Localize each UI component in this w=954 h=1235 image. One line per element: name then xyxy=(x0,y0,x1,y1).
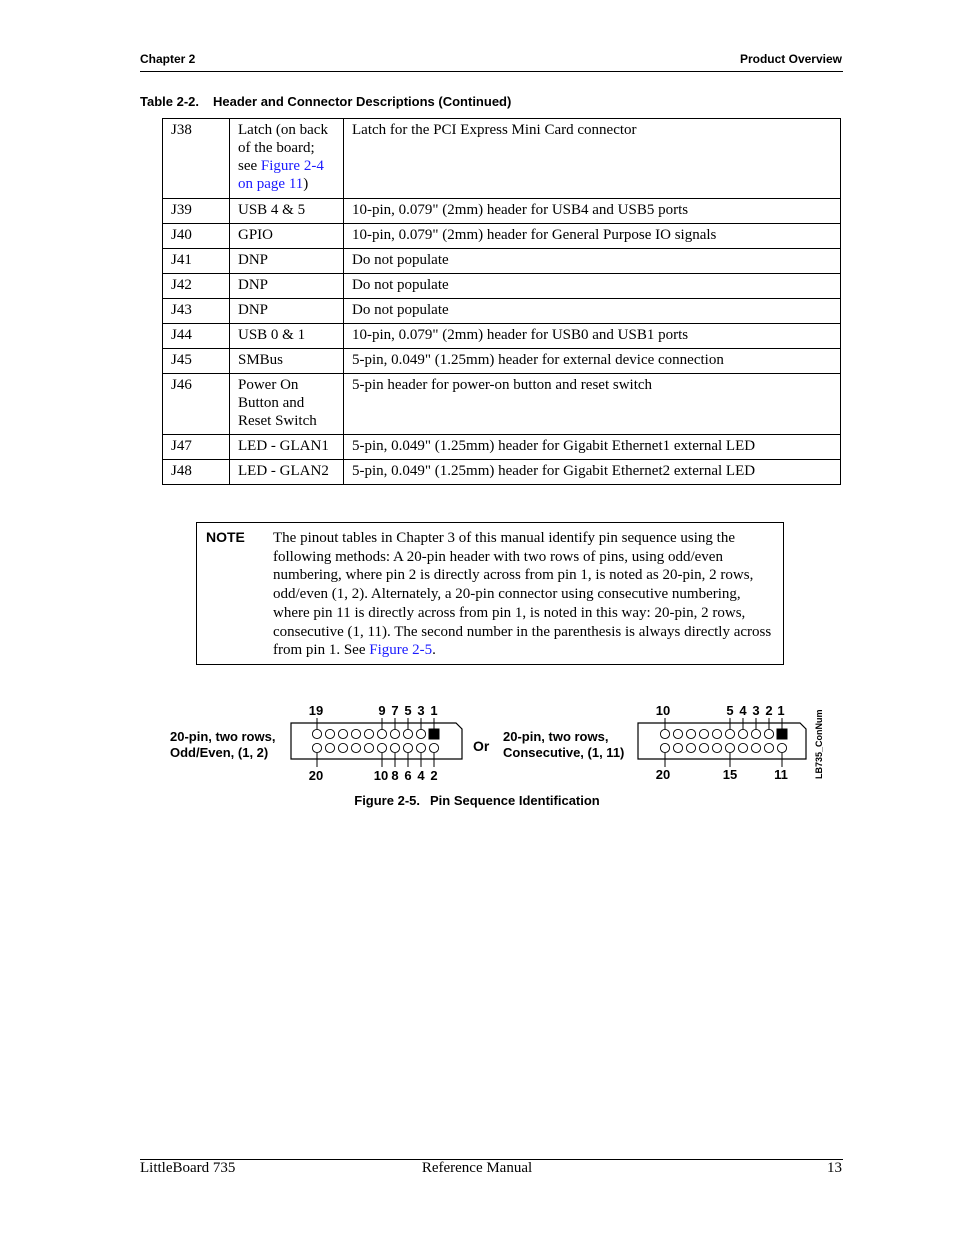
table-row xyxy=(163,274,841,299)
pin-circle xyxy=(764,743,773,752)
footer-document: Reference Manual xyxy=(421,1160,533,1176)
connector-name-prefix: Latch (on back of the board; see xyxy=(238,122,328,174)
pin-label: 3 xyxy=(752,703,760,718)
figure-caption-title: Pin Sequence Identification xyxy=(430,793,600,808)
pin-1-square xyxy=(429,729,440,740)
pin-circle xyxy=(351,729,360,738)
pin-circle xyxy=(325,729,334,738)
connector-id: J44 xyxy=(163,324,230,349)
connector-description: 5-pin header for power-on button and reset switch xyxy=(344,374,841,435)
pin-label: 10 xyxy=(373,768,389,783)
connector-name: Power On Button and Reset Switch xyxy=(230,374,344,435)
footer-product: LittleBoard 735 xyxy=(140,1160,236,1176)
figure-2-4-link[interactable]: Figure 2-4 on page 11 xyxy=(238,158,324,192)
connector-name: DNP xyxy=(230,274,344,299)
connector-description: Do not populate xyxy=(344,249,841,274)
connector-id: J45 xyxy=(163,349,230,374)
running-header-section: Product Overview xyxy=(739,52,842,66)
pin-circle xyxy=(390,743,399,752)
figure-caption-number: Figure 2-5. xyxy=(354,793,420,808)
connector-description: 5-pin, 0.049" (1.25mm) header for Gigabit Ethernet2 external LED xyxy=(344,460,841,485)
connector-name: SMBus xyxy=(230,349,344,374)
connector-description: 10-pin, 0.079" (2mm) header for General Purpose IO signals xyxy=(344,224,841,249)
table-row xyxy=(163,119,841,199)
pin-circle xyxy=(751,729,760,738)
pin-circle xyxy=(764,729,773,738)
connector-table xyxy=(162,118,841,485)
connector-name: DNP xyxy=(230,249,344,274)
connector-id: J48 xyxy=(163,460,230,485)
pin-label: 11 xyxy=(774,767,788,782)
figure-caption xyxy=(0,793,954,808)
connector-id: J40 xyxy=(163,224,230,249)
right-connector-pin-labels xyxy=(656,703,788,782)
pin-circle xyxy=(712,729,721,738)
table-row xyxy=(163,199,841,224)
pin-circle xyxy=(338,743,347,752)
pin-circle xyxy=(325,743,334,752)
connector-name: USB 4 & 5 xyxy=(230,199,344,224)
note-label: NOTE xyxy=(206,529,245,545)
connector-name: USB 0 & 1 xyxy=(230,324,344,349)
connector-name: LED - GLAN1 xyxy=(230,435,344,460)
note-box xyxy=(196,522,784,665)
pin-circle xyxy=(725,743,734,752)
right-connector-leader-lines xyxy=(665,718,782,767)
pin-label: 4 xyxy=(417,768,425,783)
pin-label: 9 xyxy=(378,703,386,718)
pin-circle xyxy=(377,729,386,738)
table-row xyxy=(163,324,841,349)
pin-label: 19 xyxy=(308,703,324,718)
pin-label: 7 xyxy=(391,703,399,718)
table-row xyxy=(163,249,841,274)
connector-id: J39 xyxy=(163,199,230,224)
connector-description: Do not populate xyxy=(344,299,841,324)
pin-label: 1 xyxy=(777,703,785,718)
pin-circle xyxy=(403,729,412,738)
connector-description: 5-pin, 0.049" (1.25mm) header for Gigabit Ethernet1 external LED xyxy=(344,435,841,460)
pin-circle xyxy=(390,729,399,738)
pin-circle xyxy=(312,743,321,752)
pin-circle xyxy=(673,743,682,752)
connector-description: 10-pin, 0.079" (2mm) header for USB4 and USB5 ports xyxy=(344,199,841,224)
figure-2-5-link[interactable]: Figure 2-5 xyxy=(369,642,433,659)
pin-circle xyxy=(725,729,734,738)
connector-description: 5-pin, 0.049" (1.25mm) header for external device connection xyxy=(344,349,841,374)
connector-id: J42 xyxy=(163,274,230,299)
left-connector-label-line1: 20-pin, two rows, xyxy=(170,729,276,744)
pin-circle xyxy=(338,729,347,738)
connector-id: J43 xyxy=(163,299,230,324)
pin-circle xyxy=(751,743,760,752)
pin-label: 5 xyxy=(726,703,734,718)
page-number: 13 xyxy=(827,1160,842,1176)
connector-id: J46 xyxy=(163,374,230,435)
connector-name: DNP xyxy=(230,299,344,324)
pin-circle xyxy=(686,743,695,752)
pin-label: 20 xyxy=(655,767,671,782)
pin-label: 20 xyxy=(308,768,324,783)
pin-label: 2 xyxy=(765,703,773,718)
pin-label: 4 xyxy=(739,703,747,718)
left-connector-pins xyxy=(312,729,439,753)
pin-label: 1 xyxy=(430,703,438,718)
pin-circle xyxy=(777,743,786,752)
pin-circle xyxy=(364,729,373,738)
pin-circle xyxy=(416,729,425,738)
figure-side-code: LB735_ConNum xyxy=(814,709,824,779)
connector-id: J41 xyxy=(163,249,230,274)
right-connector-pins xyxy=(660,729,787,753)
pin-circle xyxy=(660,743,669,752)
right-connector-label-line2: Consecutive, (1, 11) xyxy=(503,745,625,760)
pin-circle xyxy=(660,729,669,738)
pin-circle xyxy=(699,729,708,738)
pin-label: 6 xyxy=(404,768,412,783)
right-connector-label-line1: 20-pin, two rows, xyxy=(503,729,609,744)
pin-label: 2 xyxy=(430,768,438,783)
right-connector-outline xyxy=(638,723,806,759)
connector-name: LED - GLAN2 xyxy=(230,460,344,485)
pin-1-square xyxy=(777,729,788,740)
note-text-suffix: . xyxy=(432,642,436,659)
connector-id: J38 xyxy=(163,119,230,199)
connector-description: 10-pin, 0.079" (2mm) header for USB0 and USB1 ports xyxy=(344,324,841,349)
table-caption-title: Header and Connector Descriptions (Continued) xyxy=(213,94,512,109)
note-text-body: The pinout tables in Chapter 3 of this manual identify pin sequence using the following methods: A 20-pin header with two rows of pins, using odd/even numbering, where pin 2 is directly across from pin 1, is noted as 20-pin, 2 rows, odd/even (1, 2). Alternately, a 20-pin connector using consecutive numbering, where pin 11 is directly across from pin 1, is noted in this way: 20-pin, 2 rows, consecutive (1, 11). The second number in the parenthesis is always directly across from pin 1. See xyxy=(273,530,772,659)
pin-circle xyxy=(312,729,321,738)
pin-circle xyxy=(351,743,360,752)
pin-label: 10 xyxy=(655,703,671,718)
pin-circle xyxy=(699,743,708,752)
table-caption-number: Table 2-2. xyxy=(140,94,200,109)
pin-circle xyxy=(686,729,695,738)
note-text xyxy=(273,529,778,660)
left-connector-leader-lines xyxy=(317,718,434,767)
table-row xyxy=(163,299,841,324)
table-caption xyxy=(140,94,511,109)
pin-label: 3 xyxy=(417,703,425,718)
pin-circle xyxy=(377,743,386,752)
table-row xyxy=(163,224,841,249)
pin-label: 5 xyxy=(404,703,412,718)
header-rule xyxy=(140,71,843,72)
table-row xyxy=(163,374,841,435)
pin-circle xyxy=(738,729,747,738)
connector-id: J47 xyxy=(163,435,230,460)
pin-circle xyxy=(673,729,682,738)
pin-label: 15 xyxy=(722,767,738,782)
connector-name xyxy=(230,119,344,199)
connector-description: Do not populate xyxy=(344,274,841,299)
pin-circle xyxy=(429,743,438,752)
pin-circle xyxy=(416,743,425,752)
pin-circle xyxy=(712,743,721,752)
left-connector-label-line2: Odd/Even, (1, 2) xyxy=(170,745,269,760)
pin-label: 8 xyxy=(391,768,399,783)
pin-sequence-figure xyxy=(160,695,840,790)
connector-description: Latch for the PCI Express Mini Card connector xyxy=(344,119,841,199)
pin-circle xyxy=(738,743,747,752)
table-row xyxy=(163,349,841,374)
connector-name: GPIO xyxy=(230,224,344,249)
pin-circle xyxy=(364,743,373,752)
connector-name-suffix: ) xyxy=(303,176,309,192)
table-row xyxy=(163,435,841,460)
or-label: Or xyxy=(473,738,490,754)
left-connector-pin-labels xyxy=(309,703,438,783)
pin-circle xyxy=(403,743,412,752)
running-header-chapter: Chapter 2 xyxy=(140,52,196,66)
table-row xyxy=(163,460,841,485)
